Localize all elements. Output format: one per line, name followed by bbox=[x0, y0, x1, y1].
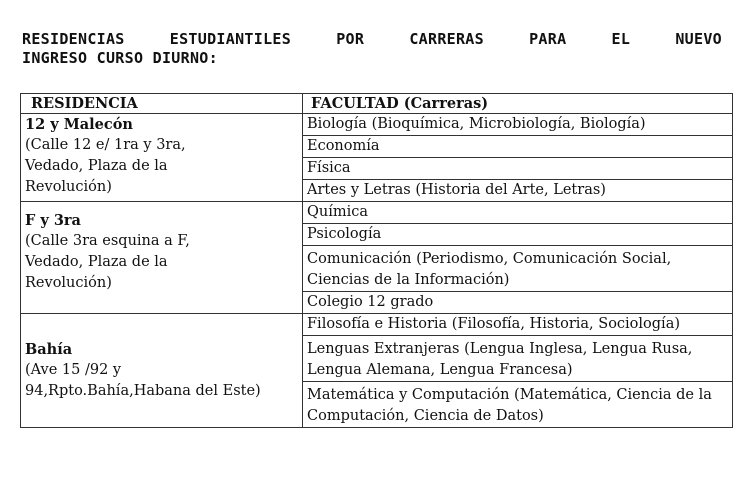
faculty-cell: Economía bbox=[303, 136, 733, 158]
residence-name: Bahía bbox=[25, 341, 73, 358]
faculty-cell: Filosofía e Historia (Filosofía, Historia, Sociología) bbox=[303, 314, 733, 336]
document-heading bbox=[22, 30, 722, 68]
heading-line-1: RESIDENCIAS ESTUDIANTILES POR CARRERAS PARA EL NUEVO bbox=[22, 30, 722, 48]
residence-address: (Calle 3ra esquina a F, Vedado, Plaza de la Revolución) bbox=[25, 233, 190, 291]
residence-name: F y 3ra bbox=[25, 212, 81, 229]
header-facultad: FACULTAD (Carreras) bbox=[303, 94, 733, 114]
table-row bbox=[21, 314, 733, 336]
header-residencia: RESIDENCIA bbox=[21, 94, 303, 114]
table-row bbox=[21, 202, 733, 224]
faculty-cell: Comunicación (Periodismo, Comunicación Social, Ciencias de la Información) bbox=[303, 246, 733, 292]
faculty-cell: Química bbox=[303, 202, 733, 224]
faculty-cell: Artes y Letras (Historia del Arte, Letras) bbox=[303, 180, 733, 202]
table-header-row bbox=[21, 94, 733, 114]
residence-address: (Calle 12 e/ 1ra y 3ra, Vedado, Plaza de la Revolución) bbox=[25, 137, 186, 195]
faculty-cell: Biología (Bioquímica, Microbiología, Biología) bbox=[303, 114, 733, 136]
residence-cell-f-3ra bbox=[21, 202, 303, 314]
faculty-cell: Lenguas Extranjeras (Lengua Inglesa, Lengua Rusa, Lengua Alemana, Lengua Francesa) bbox=[303, 336, 733, 382]
faculty-cell: Física bbox=[303, 158, 733, 180]
faculty-cell: Psicología bbox=[303, 224, 733, 246]
heading-line-2: INGRESO CURSO DIURNO: bbox=[22, 49, 218, 67]
residence-address: (Ave 15 /92 y 94,Rpto.Bahía,Habana del Este) bbox=[25, 362, 261, 399]
faculty-cell: Colegio 12 grado bbox=[303, 292, 733, 314]
table-row bbox=[21, 114, 733, 136]
residence-cell-bahia bbox=[21, 314, 303, 428]
residence-name: 12 y Malecón bbox=[25, 116, 133, 133]
residences-table bbox=[20, 93, 733, 428]
residence-cell-12-malecon bbox=[21, 114, 303, 202]
faculty-cell: Matemática y Computación (Matemática, Ciencia de la Computación, Ciencia de Datos) bbox=[303, 382, 733, 428]
